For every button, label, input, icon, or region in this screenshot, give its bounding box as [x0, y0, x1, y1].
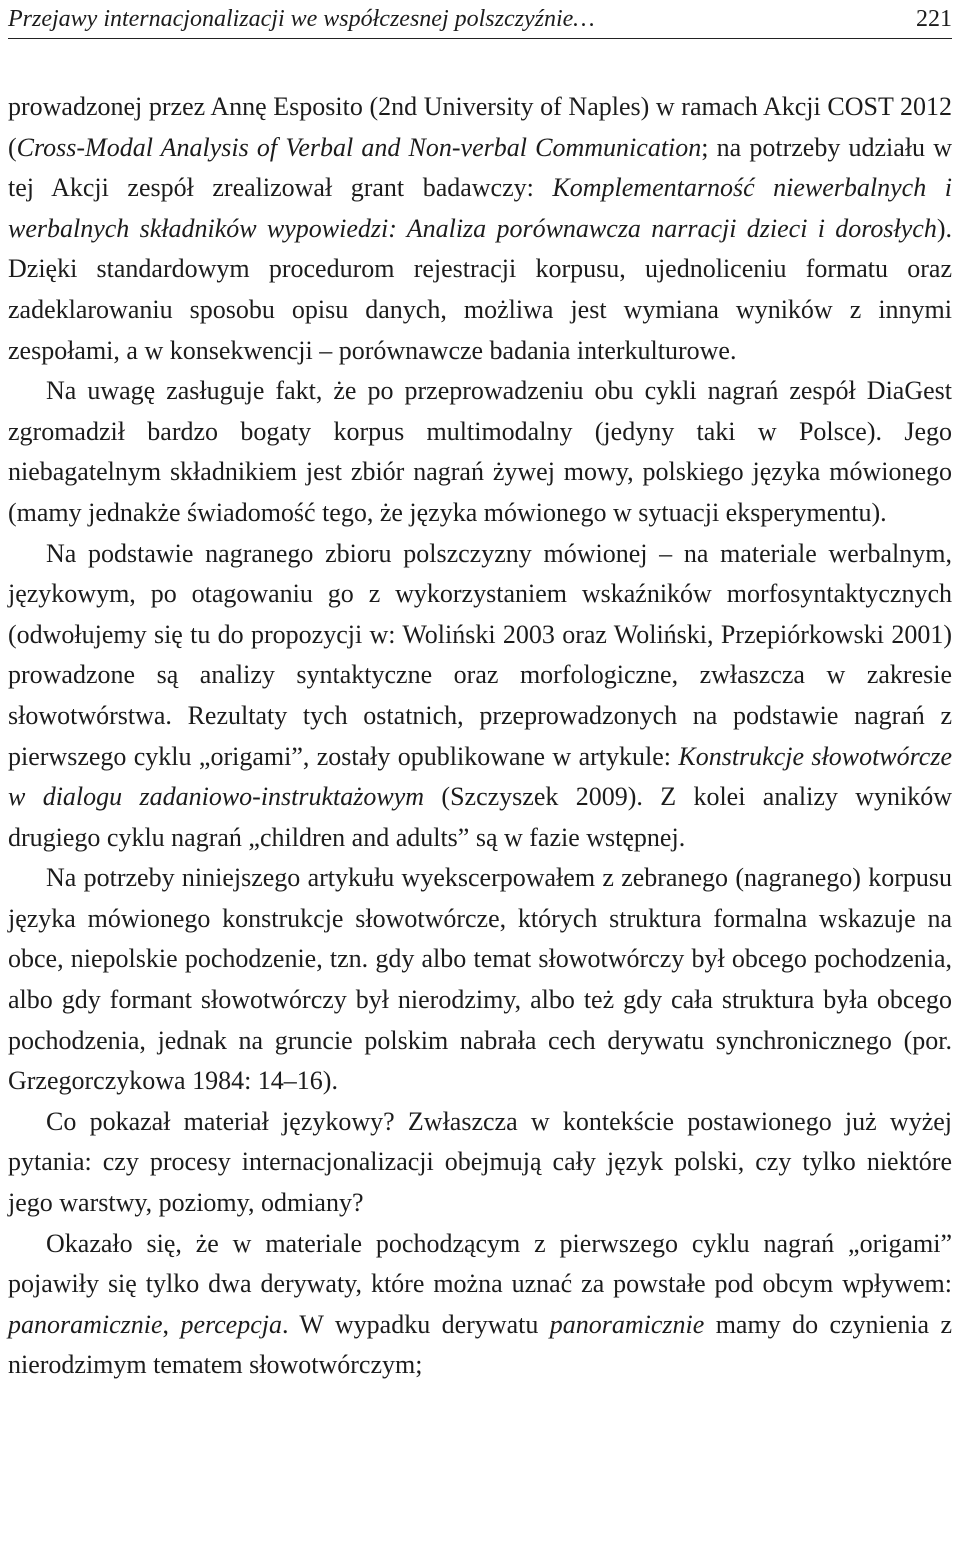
text-run: , — [162, 1309, 181, 1339]
text-run: . W wypadku derywatu — [282, 1309, 550, 1339]
paragraph — [8, 87, 952, 371]
page-number: 221 — [916, 6, 952, 32]
paragraph — [8, 1102, 952, 1224]
italic-text: Cross-Modal Analysis of Verbal and Non-verbal Communication — [16, 132, 702, 162]
running-title: Przejawy internacjonalizacji we współczesnej polszczyźnie… — [8, 6, 595, 32]
text-run: Na uwagę zasługuje fakt, że po przeprowadzeniu obu cykli nagrań zespół DiaGest zgromadził bardzo bogaty korpus multimodalny (jedyny taki w Polsce). Jego niebagatelnym składnikiem jest zbiór nagrań żywej mowy, polskiego języka mówionego (mamy jednakże świadomość tego, że języka mówionego w sytuacji eksperymentu). — [8, 376, 952, 527]
body-text — [8, 87, 952, 1386]
text-run: Co pokazał materiał językowy? Zwłaszcza w kontekście postawionego już wyżej pytania: czy procesy internacjonalizacji obejmują cały język polski, czy tylko niektóre jego warstwy, poziomy, odmiany? — [8, 1106, 952, 1218]
text-run: prowadzonej przez Annę Esposito (2nd University of Naples) w ramach Akcji COST 2012 ( — [8, 92, 952, 162]
text-run: ). Dzięki standardowym procedurom rejestracji korpusu, ujednoliceniu formatu oraz zadeklarowaniu sposobu opisu danych, możliwa jest wymiana wyników z innymi zespołami, a w konsekwencji – porównawcze badania interkulturowe. — [8, 213, 952, 365]
text-run: Na podstawie nagranego zbioru polszczyzny mówionej – na materiale werbalnym, językowym, po otagowaniu go z wykorzystaniem wskaźników morfosyntaktycznych (odwołujemy się tu do propozycji w: Woliński 2003 oraz Woliński, Przepiórkowski 2001) prowadzone są analizy syntaktyczne oraz morfologiczne, zwłaszcza w zakresie słowotwórstwa. Rezultaty tych ostatnich, przeprowadzonych na podstawie nagrań z pierwszego cyklu „origami”, zostały opublikowane w artykule: — [8, 538, 952, 771]
paragraph — [8, 1224, 952, 1386]
text-run: (Szczyszek 2009). Z kolei analizy wyników drugiego cyklu nagrań „children and adults” są w fazie wstępnej. — [8, 782, 952, 852]
running-header — [8, 2, 952, 39]
text-run: Okazało się, że w materiale pochodzącym z pierwszego cyklu nagrań „origami” pojawiły się tylko dwa derywaty, które można uznać za powstałe pod obcym wpływem: — [8, 1228, 952, 1299]
text-run: ; na potrzeby udziału w tej Akcji zespół zrealizował grant badawczy: — [8, 132, 952, 203]
italic-text: percepcja — [180, 1309, 282, 1339]
text-run: mamy do czynienia z nierodzimym tematem słowotwórczym; — [8, 1309, 953, 1380]
italic-text: panoramicznie — [8, 1309, 163, 1339]
paragraph — [8, 858, 952, 1102]
paragraph — [8, 534, 952, 859]
text-run: Na potrzeby niniejszego artykułu wyekscerpowałem z zebranego (nagranego) korpusu języka mówionego konstrukcje słowotwórcze, których struktura formalna wskazuje na obce, niepolskie pochodzenie, tzn. gdy albo temat słowotwórczy był obcego pochodzenia, albo gdy formant słowotwórczy był nierodzimy, albo też gdy cała struktura była obcego pochodzenia, jednak na gruncie polskim nabrała cech derywatu synchronicznego (por. Grzegorczykowa 1984: 14–16). — [8, 863, 952, 1096]
paragraph — [8, 371, 952, 533]
italic-text: Konstrukcje słowotwórcze w dialogu zadaniowo-instruktażowym — [8, 741, 952, 812]
italic-text: Komplementarność niewerbalnych i werbalnych składników wypowiedzi: Analiza porównawcza narracji dzieci i dorosłych — [8, 173, 952, 243]
italic-text: panoramicznie — [549, 1309, 705, 1339]
